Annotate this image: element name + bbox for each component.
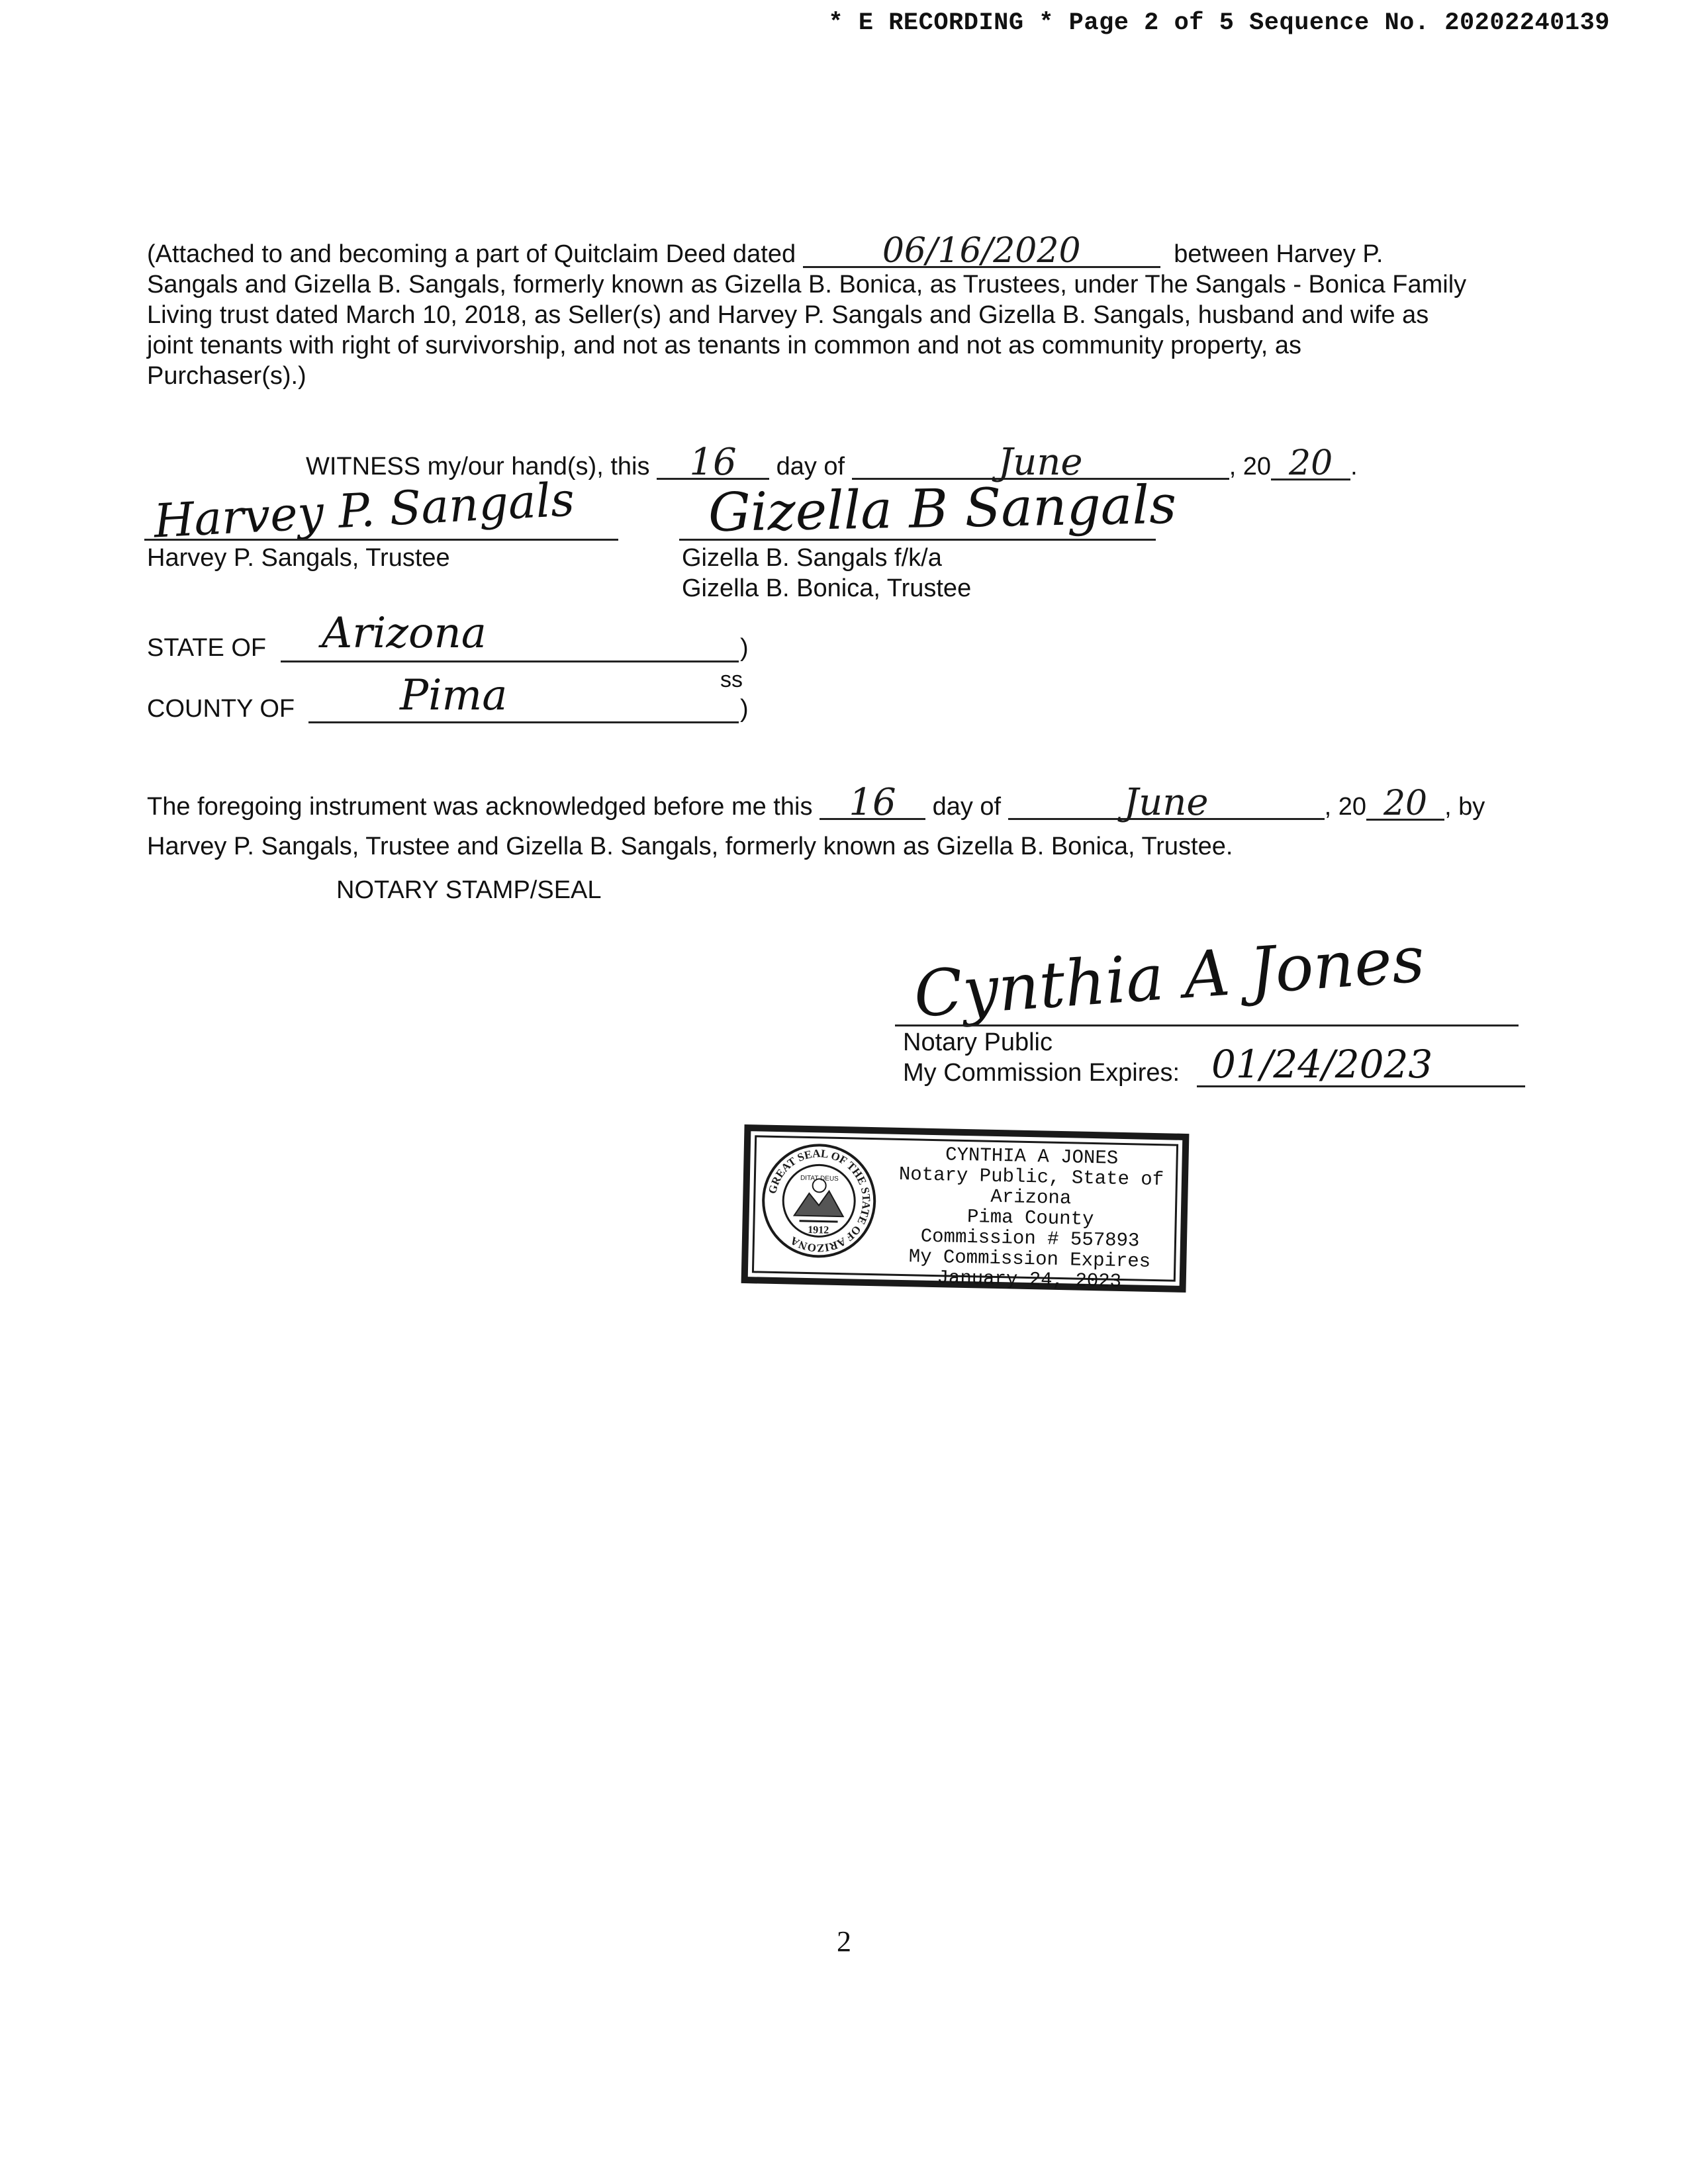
acknowledgment-line-2: Harvey P. Sangals, Trustee and Gizella B. Sangals, formerly known as Gizella B. Bonica, Trustee.	[147, 833, 1233, 860]
gizella-signature-line	[679, 539, 1156, 541]
commission-value: 01/24/2023	[1211, 1042, 1433, 1087]
deed-date-field: 06/16/2020	[803, 236, 1160, 268]
page-number: 2	[837, 1925, 851, 1958]
attachment-paragraph	[147, 231, 1550, 391]
gizella-signature: Gizella B Sangals	[708, 473, 1177, 544]
stamp-line-3: Pima County	[966, 1206, 1094, 1231]
state-label: STATE OF	[147, 634, 267, 662]
state-value: Arizona	[322, 609, 487, 658]
state-line	[281, 660, 739, 662]
state-paren: )	[740, 634, 749, 662]
stamp-text-block	[880, 1143, 1180, 1293]
ack-year-field: 20	[1366, 788, 1444, 821]
seal-ring-text: GREAT SEAL OF THE STATE OF ARIZONA	[766, 1147, 873, 1255]
witness-year-field: 20	[1271, 448, 1350, 480]
attachment-line1-end: between Harvey P.	[1174, 240, 1383, 268]
notary-title: Notary Public	[903, 1028, 1053, 1056]
stamp-name: CYNTHIA A JONES	[945, 1144, 1119, 1169]
gizella-caption-1: Gizella B. Sangals f/k/a	[682, 544, 942, 572]
notary-signature: Cynthia A Jones	[912, 922, 1427, 1032]
witness-month-field: June	[852, 447, 1229, 480]
ack-by: , by	[1444, 793, 1485, 821]
witness-year-prefix: , 20	[1229, 453, 1272, 480]
witness-day-of: day of	[776, 453, 845, 480]
notary-stamp-label: NOTARY STAMP/SEAL	[336, 876, 602, 904]
attachment-line-5: Purchaser(s).)	[147, 362, 306, 390]
witness-day-field: 16	[657, 447, 769, 480]
stamp-line-2: Notary Public, State of Arizona	[898, 1163, 1164, 1210]
stamp-line-6: January 24, 2023	[937, 1267, 1122, 1293]
county-line	[308, 721, 739, 723]
harvey-signature: Harvey P. Sangals	[152, 472, 576, 549]
state-seal-icon	[759, 1141, 879, 1261]
ack-year-prefix: , 20	[1324, 793, 1367, 821]
witness-label: WITNESS my/our hand(s), this	[306, 453, 650, 480]
ack-day-field: 16	[820, 788, 925, 820]
recording-header: * E RECORDING * Page 2 of 5 Sequence No. 20202240139	[828, 9, 1610, 37]
attachment-line-2: Sangals and Gizella B. Sangals, formerly known as Gizella B. Bonica, as Trustees, under The Sangals - Bonica Family	[147, 271, 1467, 298]
commission-label: My Commission Expires:	[903, 1059, 1180, 1087]
seal-year: 1912	[808, 1224, 829, 1236]
seal-motto: DITAT DEUS	[800, 1174, 839, 1183]
county-label: COUNTY OF	[147, 695, 295, 723]
county-paren: )	[740, 695, 749, 723]
stamp-line-4: Commission # 557893	[920, 1225, 1140, 1252]
acknowledgment-line-1	[147, 781, 1485, 824]
attachment-line-4: joint tenants with right of survivorship, and not as tenants in common and not as community property, as	[147, 332, 1301, 359]
gizella-caption-2: Gizella B. Bonica, Trustee	[682, 574, 972, 602]
ack-prefix: The foregoing instrument was acknowledged before me this	[147, 793, 813, 821]
ss-mark: ss	[720, 667, 743, 692]
witness-end: .	[1350, 453, 1358, 480]
attachment-line-3: Living trust dated March 10, 2018, as Seller(s) and Harvey P. Sangals and Gizella B. Sangals, husband and wife as	[147, 301, 1429, 329]
witness-line	[306, 441, 1358, 484]
attachment-line-1	[147, 231, 1550, 271]
ack-day-of: day of	[932, 793, 1002, 821]
notary-signature-line	[895, 1024, 1519, 1026]
harvey-caption: Harvey P. Sangals, Trustee	[147, 544, 450, 572]
stamp-line-5: My Commission Expires	[908, 1246, 1151, 1273]
notary-stamp	[741, 1124, 1190, 1293]
attachment-prefix: (Attached to and becoming a part of Quitclaim Deed dated	[147, 240, 796, 268]
harvey-signature-line	[144, 539, 618, 541]
ack-month-field: June	[1008, 788, 1325, 820]
county-value: Pima	[400, 671, 508, 720]
